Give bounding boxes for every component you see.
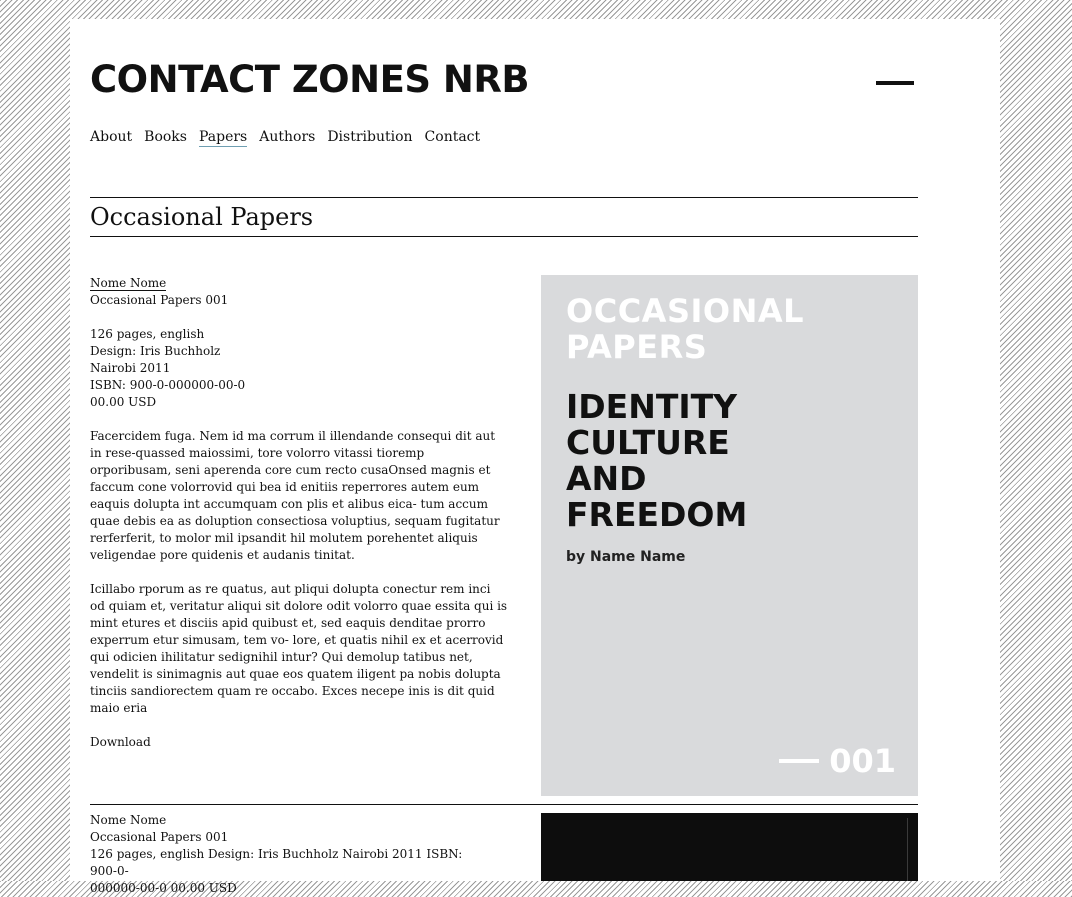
cover-title-line: FREEDOM (566, 495, 748, 534)
download-link[interactable]: Download (90, 735, 151, 749)
cover-title-line: CULTURE (566, 423, 730, 462)
cover-series-line-1: OCCASIONAL (566, 292, 805, 330)
menu-dash-icon[interactable] (876, 81, 914, 85)
nav-item-books[interactable]: Books (144, 129, 187, 145)
cover-number (779, 743, 896, 779)
section-header (90, 197, 918, 237)
cover-byline: by Name Name (566, 549, 686, 565)
cover-series (566, 293, 906, 365)
paper-entry-details-2 (90, 812, 480, 897)
series-label: Occasional Papers 001 (90, 830, 229, 844)
nav-item-distribution[interactable]: Distribution (327, 129, 413, 145)
cover-title (566, 389, 906, 533)
nav-item-about[interactable]: About (90, 129, 133, 145)
series-label: Occasional Papers 001 (90, 293, 229, 307)
section-title: Occasional Papers (90, 203, 314, 231)
nav-item-papers[interactable]: Papers (198, 129, 248, 145)
design-info: Design: Iris Buchholz (90, 344, 221, 358)
description-paragraph-1: Facercidem fuga. Nem id ma corrum il illendande consequi dit aut in rese-quassed maiossimi, tore volorro vitassi tioremp orporibusam, seni aperenda core cum recto cusaOnsed magnis et faccum cone volorrovid qui bea id enitiis reperrores autem eum eaquis dolupta int accumquam con plis et alibus eica- tum accum quae debis ea as doluption consectiosa voluptius, sequam fugitatur rerferferit, to molor mil ipsandit hil molutem porehentet aliquis veligendae pore quidenis et audanis tinitat. (90, 429, 500, 562)
cover-series-line-2: PAPERS (566, 328, 708, 366)
place-year-info: Nairobi 2011 (90, 361, 171, 375)
site-title[interactable]: CONTACT ZONES NRB (90, 58, 530, 101)
paper-entry-details (90, 275, 508, 768)
cover-title-line: AND (566, 459, 647, 498)
price-info: 00.00 USD (90, 395, 157, 409)
nav-item-contact[interactable]: Contact (424, 129, 481, 145)
author-name[interactable]: Nome Nome (90, 813, 167, 827)
description-paragraph-2: Icillabo rporum as re quatus, aut pliqui dolupta conectur rem inci od quiam et, veritatur aliqui sit dolore odit volorro quae essita qui is mint etures et disciis apid quibust et, sed eaquis denditae prorro experrum etur simusam, tem vo- lore, et quatis nihil ex et acerrovid qui odicien ihilitatur sedignihil intur? Qui demolup tatibus net, vendelit is sinimagnis aut quae eos quatem iligent pa nobis dolupta tinciis sandiorectem quam re occabo. Exces necepe inis is dit quid maio eria (90, 582, 508, 715)
main-nav (90, 129, 480, 147)
author-link[interactable]: Nome Nome (90, 276, 167, 290)
details-line: 126 pages, english Design: Iris Buchholz Nairobi 2011 ISBN: 900-0- (90, 847, 463, 878)
dash-icon (779, 759, 819, 763)
isbn-info: ISBN: 900-0-000000-00-0 (90, 378, 246, 392)
cover-edge (907, 818, 908, 881)
entry-divider (90, 804, 918, 805)
pages-info: 126 pages, english (90, 327, 205, 341)
paper-cover-image-2[interactable] (541, 813, 918, 881)
cover-number-value: 001 (829, 742, 896, 780)
paper-cover-image[interactable] (541, 275, 918, 796)
cover-title-line: IDENTITY (566, 387, 738, 426)
nav-item-authors[interactable]: Authors (259, 129, 316, 145)
page-container (70, 19, 1000, 895)
details-line: 000000-00-0 00.00 USD (90, 881, 237, 895)
